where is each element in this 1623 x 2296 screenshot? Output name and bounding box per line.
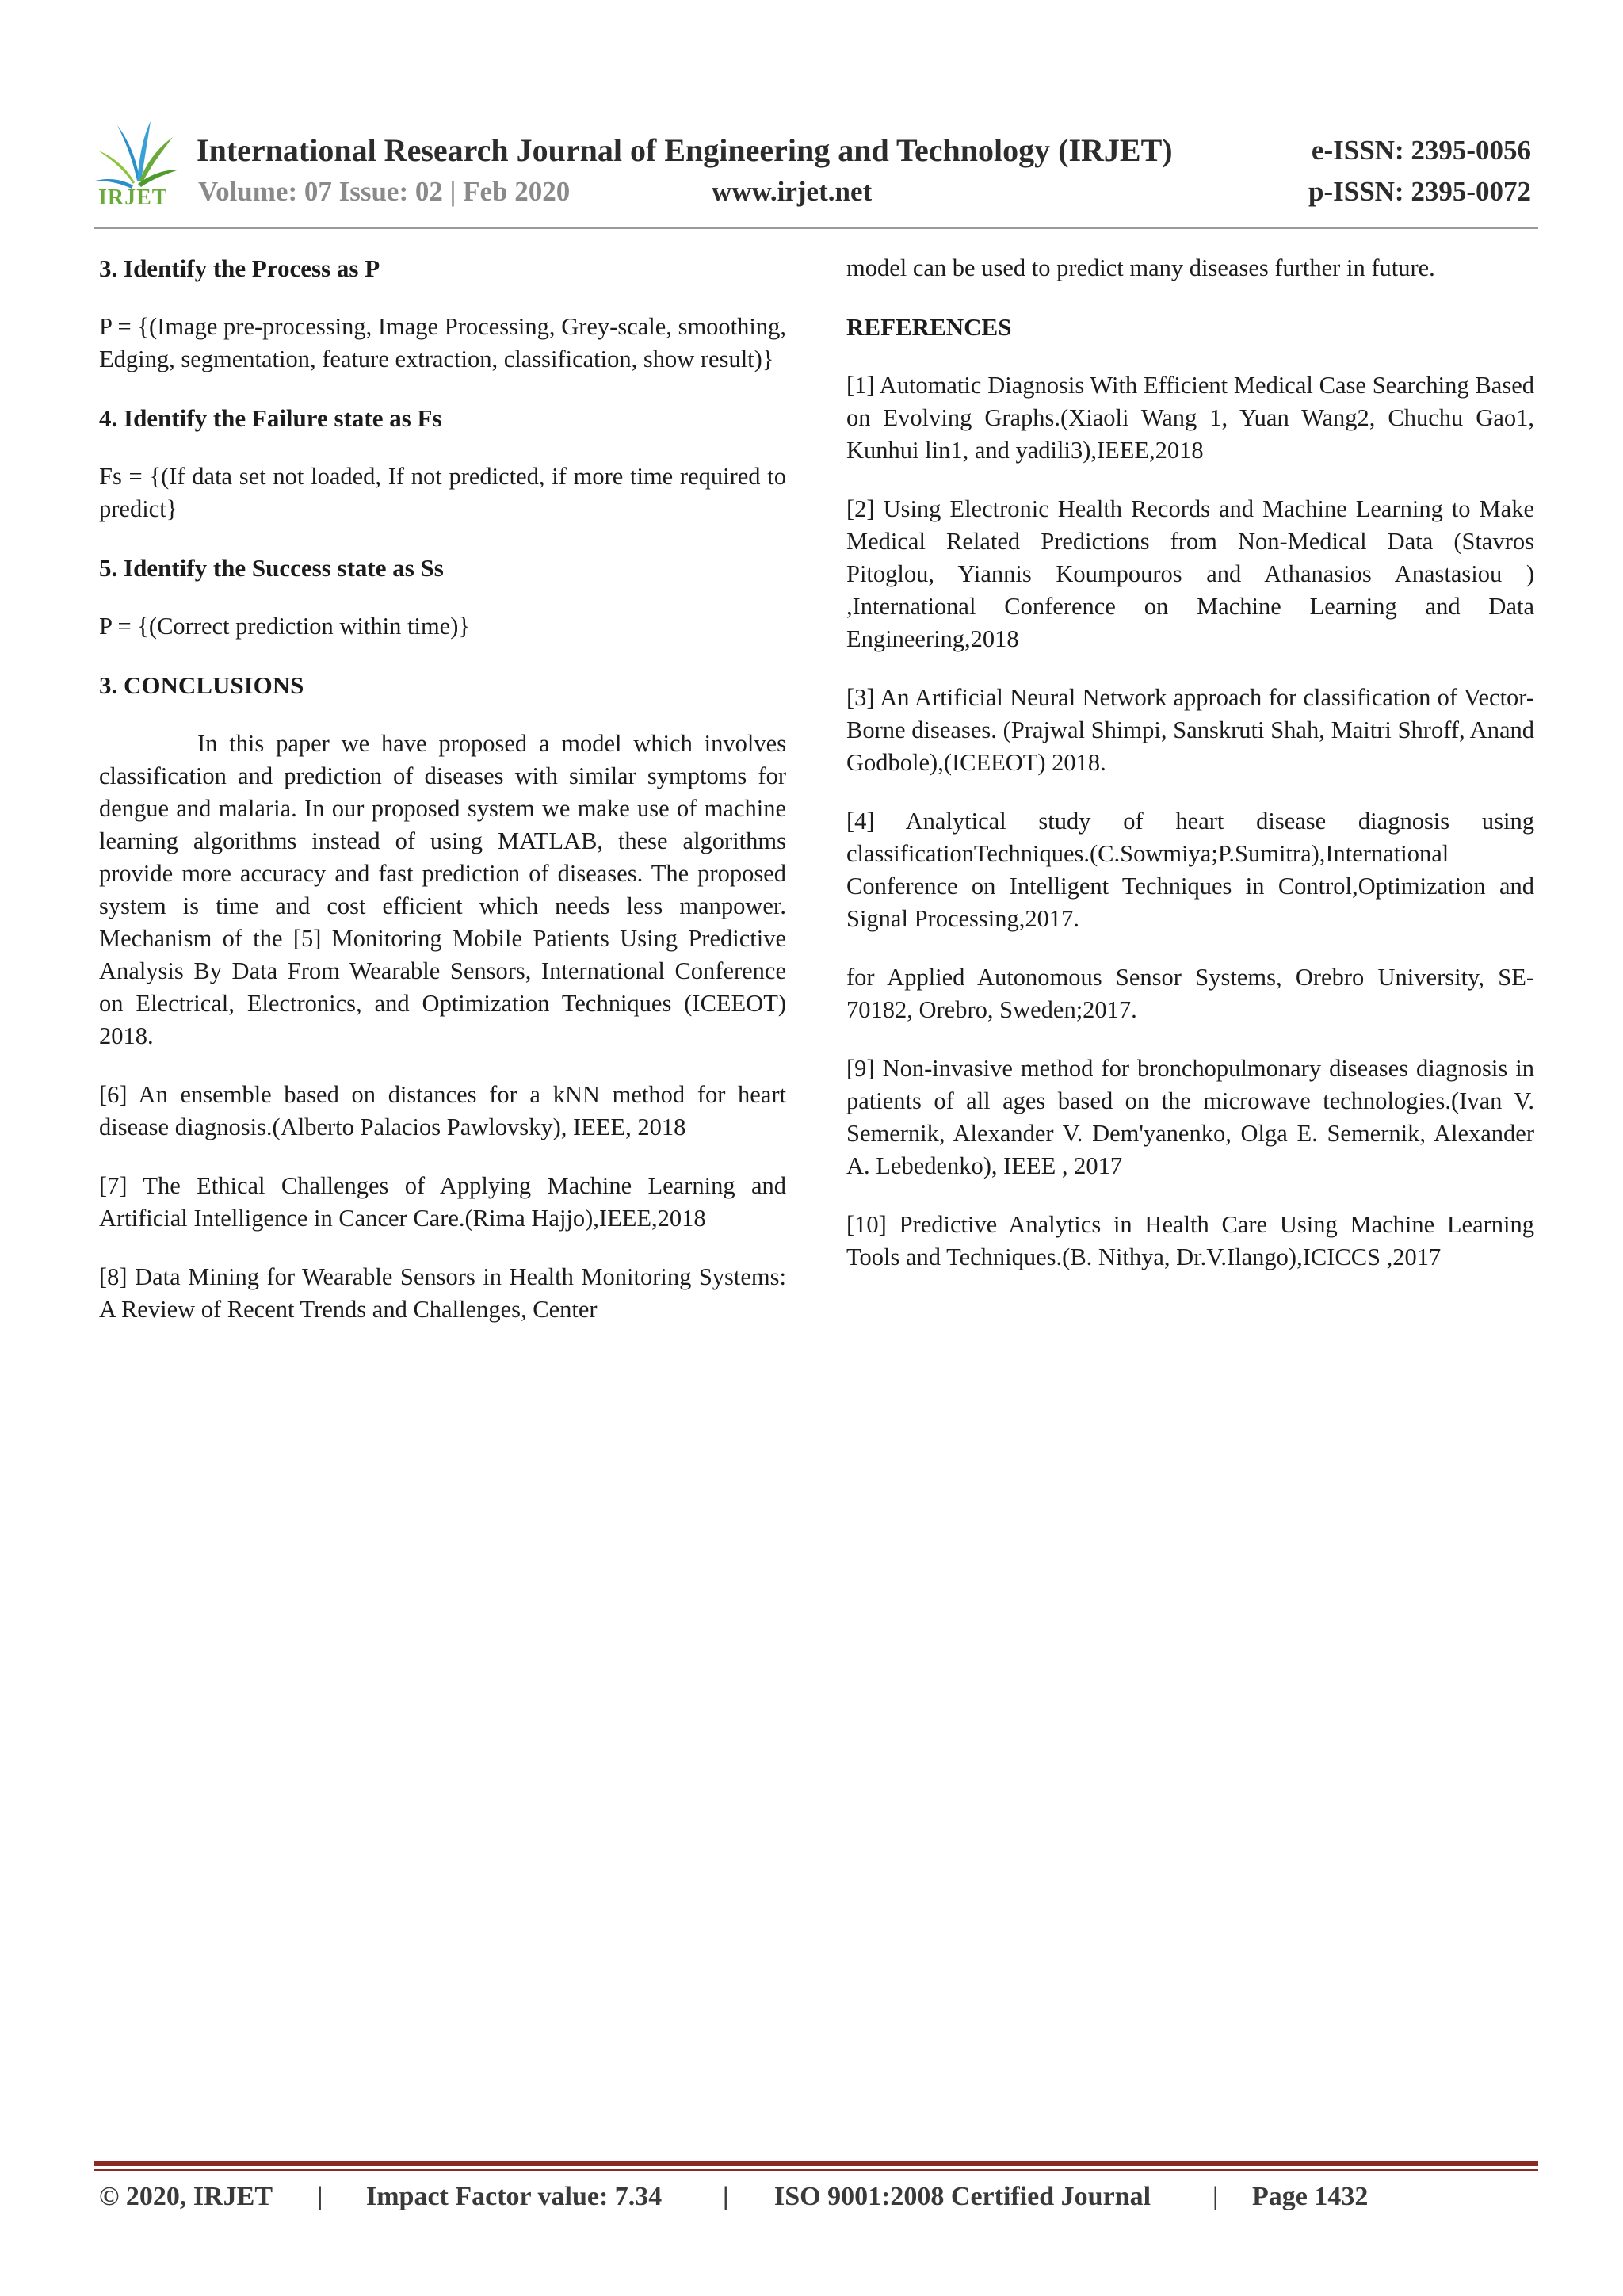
reference-3: [3] An Artificial Neural Network approach for classification of Vector-Borne diseases. (Prajwal Shimpi, Sanskruti Shah, Maitri Shroff, Anand Godbole),(ICEEOT) 2018.: [846, 684, 1534, 776]
heading-references: REFERENCES: [846, 313, 1012, 341]
footer-divider-thin: [94, 2169, 1538, 2171]
footer-copyright: © 2020, IRJET: [99, 2182, 273, 2211]
paragraph-conclusions-continued: model can be used to predict many diseases further in future.: [846, 254, 1435, 281]
heading-process: 3. Identify the Process as P: [99, 254, 380, 282]
paragraph-success-state: P = {(Correct prediction within time)}: [99, 613, 471, 640]
footer-divider-thick: [94, 2161, 1538, 2166]
reference-8-continued: for Applied Autonomous Sensor Systems, Orebro University, SE-70182, Orebro, Sweden;2017.: [846, 964, 1534, 1023]
footer-page-number: Page 1432: [1252, 2182, 1369, 2211]
paragraph-failure-state: Fs = {(If data set not loaded, If not predicted, if more time required to predict}: [99, 463, 786, 522]
eissn: e-ISSN: 2395-0056: [1311, 135, 1531, 166]
right-column: [846, 252, 1534, 1300]
reference-7: [7] The Ethical Challenges of Applying Machine Learning and Artificial Intelligence in Cancer Care.(Rima Hajjo),IEEE,2018: [99, 1172, 786, 1232]
reference-8: [8] Data Mining for Wearable Sensors in Health Monitoring Systems: A Review of Recent Trends and Challenges, Center: [99, 1263, 786, 1323]
heading-success-state: 5. Identify the Success state as Ss: [99, 554, 444, 582]
footer-separator: |: [723, 2182, 729, 2211]
left-column: [99, 252, 786, 1352]
heading-failure-state: 4. Identify the Failure state as Fs: [99, 404, 442, 432]
reference-4: [4] Analytical study of heart disease diagnosis using classificationTechniques.(C.Sowmiya;P.Sumitra),International Conference on Intelligent Techniques in Control,Optimization and Signal Processing,2017.: [846, 808, 1534, 932]
journal-title: International Research Journal of Engineering and Technology (IRJET): [197, 132, 1173, 168]
irjet-logo: [94, 117, 181, 212]
paragraph-process: P = {(Image pre-processing, Image Processing, Grey-scale, smoothing, Edging, segmentation, feature extraction, classification, show result)}: [99, 313, 786, 372]
pissn: p-ISSN: 2395-0072: [1308, 176, 1531, 207]
footer-separator: |: [1212, 2182, 1219, 2211]
reference-10: [10] Predictive Analytics in Health Care Using Machine Learning Tools and Techniques.(B. Nithya, Dr.V.Ilango),ICICCS ,2017: [846, 1211, 1534, 1270]
journal-website: www.irjet.net: [712, 176, 873, 207]
footer-separator: |: [317, 2182, 323, 2211]
reference-6: [6] An ensemble based on distances for a kNN method for heart disease diagnosis.(Alberto Palacios Pawlovsky), IEEE, 2018: [99, 1081, 786, 1140]
logo-text: IRJET: [98, 185, 168, 210]
paragraph-conclusions: In this paper we have proposed a model which involves classification and prediction of diseases with similar symptoms for dengue and malaria. In our proposed system we make use of machine learning algorithms instead of using MATLAB, these algorithms provide more accuracy and fast prediction of diseases. The proposed system is time and cost efficient which needs less manpower. Mechanism of the [5] Monitoring Mobile Patients Using Predictive Analysis By Data From Wearable Sensors, International Conference on Electrical, Electronics, and Optimization Techniques (ICEEOT) 2018.: [99, 730, 786, 1049]
reference-2: [2] Using Electronic Health Records and Machine Learning to Make Medical Related Predictions from Non-Medical Data (Stavros Pitoglou, Yiannis Koumpouros and Athanasios Anastasiou ) ,International Conference on Machine Learning and Data Engineering,2018: [846, 495, 1534, 652]
footer-impact-factor: Impact Factor value: 7.34: [366, 2182, 663, 2211]
reference-9: [9] Non-invasive method for bronchopulmonary diseases diagnosis in patients of all ages based on the microwave technologies.(Ivan V. Semernik, Alexander V. Dem'yanenko, Olga E. Semernik, Alexander A. Lebedenko), IEEE , 2017: [846, 1055, 1534, 1179]
reference-1: [1] Automatic Diagnosis With Efficient Medical Case Searching Based on Evolving Graphs.(Xiaoli Wang 1, Yuan Wang2, Chuchu Gao1, Kunhui lin1, and yadili3),IEEE,2018: [846, 372, 1534, 464]
heading-conclusions: 3. CONCLUSIONS: [99, 671, 304, 699]
volume-issue: Volume: 07 Issue: 02 | Feb 2020: [198, 176, 571, 207]
footer-iso: ISO 9001:2008 Certified Journal: [774, 2182, 1151, 2211]
header-divider: [94, 227, 1538, 229]
